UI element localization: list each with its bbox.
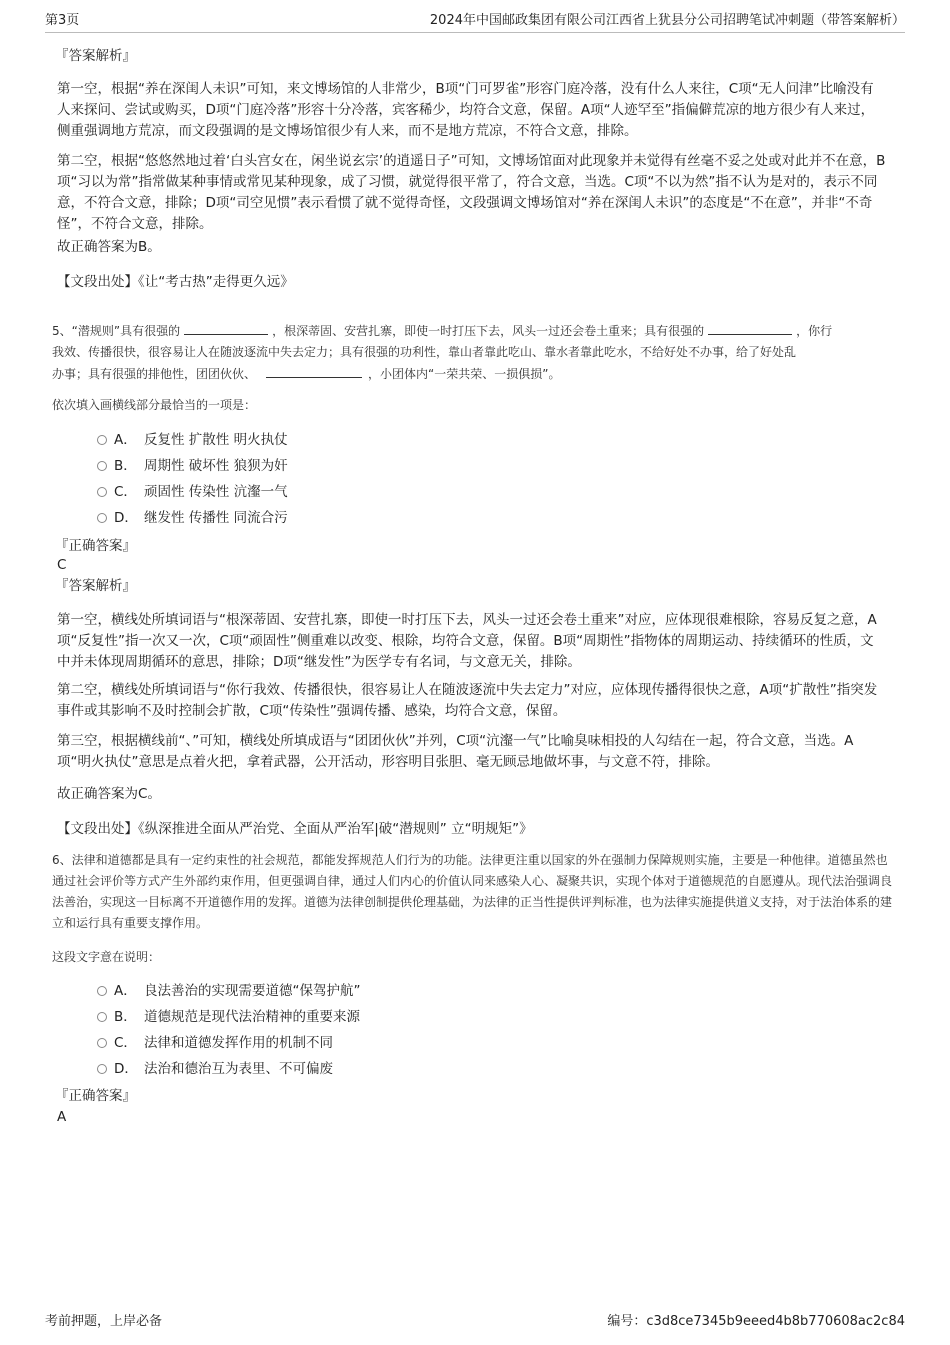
option-a[interactable] — [52, 427, 552, 453]
document-id: 编号：c3d8ce7345b9eeed4b8b770608ac2c84 — [607, 1314, 905, 1329]
option-text: 继发性 传播性 同流合污 — [144, 510, 288, 526]
analysis-title: 『答案解析』 — [55, 48, 136, 64]
radio-icon[interactable] — [97, 461, 107, 471]
stem-text: 我效、传播很快，很容易让人在随波逐流中失去定力；具有很强的功利性，靠山者靠此吃山、靠水者靠此吃水，不给好处不办事，给了好处乱 — [52, 345, 797, 359]
footer-slogan: 考前押题，上岸必备 — [45, 1314, 163, 1329]
option-text: 良法善治的实现需要道德“保驾护航” — [144, 983, 361, 999]
answer-blank — [708, 320, 792, 335]
conclusion: 故正确答案为B。 — [57, 239, 161, 255]
analysis-paragraph: 第二空，横线处所填词语与“你行我效、传播很快，很容易让人在随波逐流中失去定力”对应，应体现传播得很快之意，A项“扩散性”指突发事件或其影响不及时控制会扩散，C项“传染性”强调传播、感染，均符合文意，保留。 — [57, 682, 878, 719]
option-c[interactable] — [52, 1030, 552, 1056]
question-6-stem: 6、法律和道德都是具有一定约束性的社会规范，都能发挥规范人们行为的功能。法律更注重以国家的外在强制力保障规则实施，主要是一种他律。道德虽然也通过社会评价等方式产生外部约束作用，但更强调自律，通过人们内心的价值认同来感染人心、凝聚共识，实现个体对于道德规范的自愿遵从。现代法治强调良法善治，实现这一目标离不开道德作用的发挥。道德为法律创制提供伦理基础，为法律的正当性提供评判标准，也为法律实施提供道义支持，对于法治体系的建立和运行具有重要支撑作用。 — [52, 853, 893, 930]
analysis-paragraph: 第一空，根据“养在深闺人未识”可知，来文博场馆的人非常少，B项“门可罗雀”形容门庭冷落，没有什么人来往，C项“无人问津”比喻没有人来探问、尝试或购买，D项“门庭冷落”形容十分冷落，宾客稀少，均符合文意，保留。A项“人迹罕至”指偏僻荒凉的地方很少有人来过，侧重强调地方荒凉，而文段强调的是文博场馆很少有人来，而不是地方荒凉，不符合文意，排除。 — [57, 81, 875, 139]
option-b[interactable] — [52, 453, 552, 479]
radio-icon[interactable] — [97, 1038, 107, 1048]
radio-icon[interactable] — [97, 435, 107, 445]
option-b[interactable] — [52, 1004, 552, 1030]
analysis-paragraph: 第二空，根据“悠悠然地过着‘白头宫女在，闲坐说玄宗’的逍遥日子”可知，文博场馆面对此现象并未觉得有丝毫不妥之处或对此并不在意，B项“习以为常”指常做某种事情或常见某种现象，成了习惯，就觉得很平常了，符合文意，当选。C项“不以为然”指不认为是对的，表示不同意，不符合文意，排除；D项“司空见惯”表示看惯了就不觉得奇怪，文段强调文博场馆对“养在深闺人未识”的态度是“不在意”，并非“不奇怪”，不符合文意，排除。 — [57, 153, 886, 232]
radio-icon[interactable] — [97, 1012, 107, 1022]
stem-text: ，小团体内“一荣共荣、一损俱损”。 — [368, 367, 561, 381]
option-text: 周期性 破坏性 狼狈为奸 — [144, 458, 288, 474]
correct-answer: C — [57, 557, 67, 573]
source-note: 【文段出处】《让“考古热”走得更久远》 — [57, 274, 294, 290]
page-number: 第3页 — [45, 13, 80, 28]
stem-text: 办事；具有很强的排他性，团团伙伙、 — [52, 367, 257, 381]
option-text: 顽固性 传染性 沆瀣一气 — [144, 484, 288, 500]
option-label: C． — [114, 1035, 137, 1051]
stem-text: ，根深蒂固、安营扎寨，即使一时打压下去，风头一过还会卷土重来；具有很强的 — [272, 324, 705, 338]
option-text: 法治和德治互为表里、不可偏废 — [144, 1061, 333, 1077]
correct-answer: A — [57, 1109, 67, 1125]
correct-answer-title: 『正确答案』 — [55, 538, 136, 554]
option-label: B． — [114, 1009, 137, 1025]
option-text: 法律和道德发挥作用的机制不同 — [144, 1035, 333, 1051]
question-6-options — [52, 978, 552, 1082]
stem-text: ，你行 — [796, 324, 833, 338]
question-prompt: 这段文字意在说明： — [52, 950, 161, 964]
option-label: B． — [114, 458, 137, 474]
source-note: 【文段出处】《纵深推进全面从严治党、全面从严治军|破“潜规则” 立“明规矩”》 — [57, 821, 533, 837]
option-label: A． — [114, 983, 137, 999]
option-a[interactable] — [52, 978, 552, 1004]
option-label: D． — [114, 510, 138, 526]
question-5-stem — [52, 320, 892, 385]
radio-icon[interactable] — [97, 513, 107, 523]
page-header — [45, 12, 905, 33]
option-d[interactable] — [52, 1056, 552, 1082]
analysis-title: 『答案解析』 — [55, 578, 136, 594]
radio-icon[interactable] — [97, 487, 107, 497]
analysis-paragraph: 第三空，根据横线前“、”可知，横线处所填成语与“团团伙伙”并列，C项“沆瀣一气”比喻臭味相投的人勾结在一起，符合文意，当选。A项“明火执仗”意思是点着火把，拿着武器，公开活动，形容明目张胆、毫无顾忌地做坏事，与文意不符，排除。 — [57, 733, 854, 770]
option-label: C． — [114, 484, 137, 500]
question-prompt: 依次填入画横线部分最恰当的一项是： — [52, 398, 257, 412]
answer-blank — [266, 363, 362, 378]
correct-answer-title: 『正确答案』 — [55, 1088, 136, 1104]
answer-blank — [184, 320, 268, 335]
radio-icon[interactable] — [97, 1064, 107, 1074]
option-text: 反复性 扩散性 明火执仗 — [144, 432, 288, 448]
radio-icon[interactable] — [97, 986, 107, 996]
option-label: D． — [114, 1061, 138, 1077]
question-5-options — [52, 427, 552, 531]
option-label: A． — [114, 432, 137, 448]
stem-text: 5、“潜规则”具有很强的 — [52, 324, 181, 338]
conclusion: 故正确答案为C。 — [57, 786, 161, 802]
document-title: 2024年中国邮政集团有限公司江西省上犹县分公司招聘笔试冲刺题（带答案解析） — [429, 13, 905, 28]
analysis-paragraph: 第一空，横线处所填词语与“根深蒂固、安营扎寨，即使一时打压下去，风头一过还会卷土重来”对应，应体现很难根除，容易反复之意，A项“反复性”指一次又一次，C项“顽固性”侧重难以改变、根除，均符合文意，保留。B项“周期性”指物体的周期运动、持续循环的性质，文中并未体现周期循环的意思，排除；D项“继发性”为医学专有名词，与文意无关，排除。 — [57, 612, 877, 670]
option-text: 道德规范是现代法治精神的重要来源 — [144, 1009, 360, 1025]
option-d[interactable] — [52, 505, 552, 531]
option-c[interactable] — [52, 479, 552, 505]
